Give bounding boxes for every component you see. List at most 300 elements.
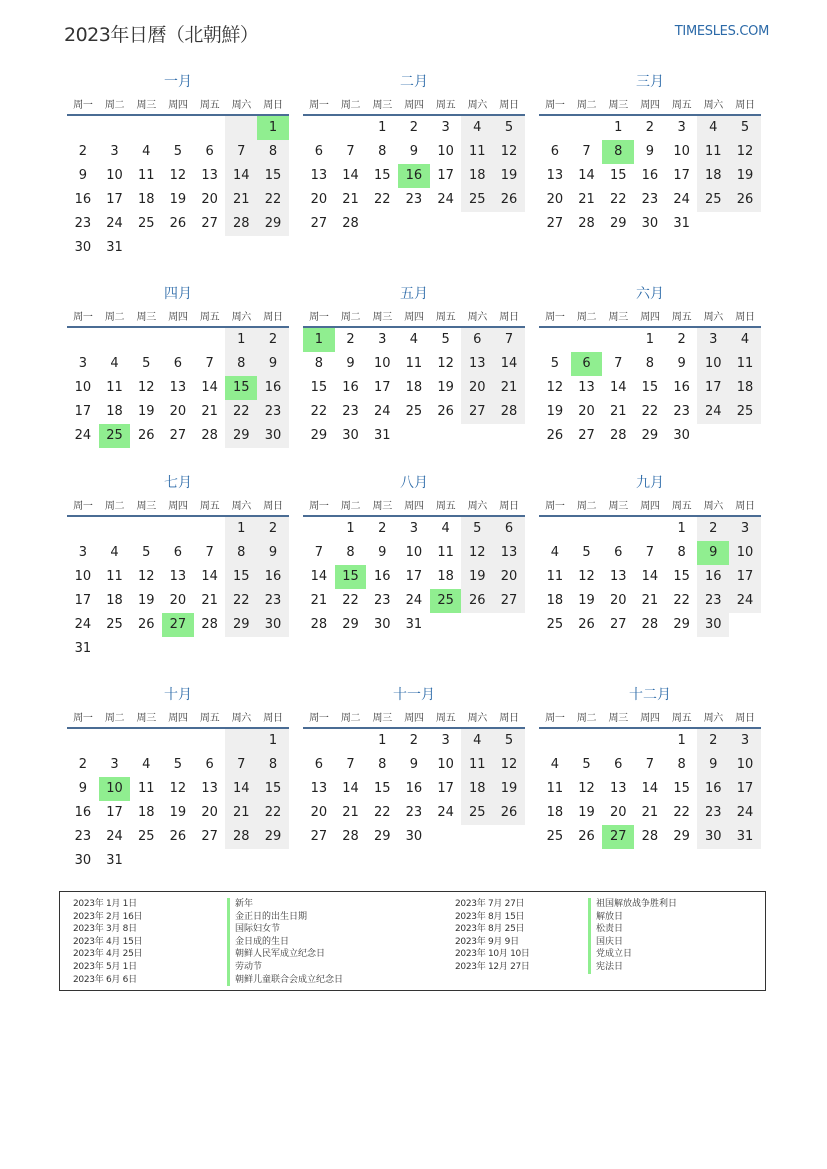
- day-cell[interactable]: 6: [173, 356, 183, 371]
- day-cell[interactable]: 22: [310, 404, 328, 419]
- day-cell[interactable]: 14: [225, 164, 257, 188]
- day-cell[interactable]: 14: [201, 569, 218, 584]
- day-cell[interactable]: 18: [729, 376, 761, 400]
- day-cell[interactable]: 28: [201, 428, 218, 443]
- day-cell[interactable]: 10: [405, 545, 423, 560]
- day-cell[interactable]: 9: [409, 757, 419, 772]
- day-cell[interactable]: 28: [310, 617, 328, 632]
- day-cell[interactable]: 13: [461, 352, 493, 376]
- holiday-day-cell[interactable]: 8: [602, 140, 634, 164]
- day-cell[interactable]: 5: [582, 757, 591, 772]
- day-cell[interactable]: 26: [137, 428, 155, 443]
- day-cell[interactable]: 5: [441, 332, 450, 347]
- day-cell[interactable]: 14: [609, 380, 627, 395]
- day-cell[interactable]: 27: [310, 829, 328, 844]
- day-cell[interactable]: 19: [493, 164, 525, 188]
- day-cell[interactable]: 19: [578, 805, 595, 820]
- day-cell[interactable]: 11: [437, 545, 454, 560]
- holiday-day-cell[interactable]: 27: [602, 825, 634, 849]
- day-cell[interactable]: 19: [169, 192, 187, 207]
- day-cell[interactable]: 11: [461, 753, 493, 777]
- day-cell[interactable]: 24: [106, 216, 123, 231]
- day-cell[interactable]: 30: [641, 216, 659, 231]
- day-cell[interactable]: 9: [378, 545, 387, 560]
- day-cell[interactable]: 6: [314, 757, 323, 772]
- day-cell[interactable]: 6: [205, 144, 214, 159]
- day-cell[interactable]: 2: [409, 733, 419, 748]
- day-cell[interactable]: 16: [373, 569, 391, 584]
- day-cell[interactable]: 21: [342, 192, 359, 207]
- day-cell[interactable]: 24: [405, 593, 423, 608]
- day-cell[interactable]: 24: [106, 829, 123, 844]
- day-cell[interactable]: 3: [378, 332, 387, 347]
- day-cell[interactable]: 11: [546, 781, 564, 796]
- day-cell[interactable]: 20: [201, 805, 218, 820]
- day-cell[interactable]: 30: [74, 240, 92, 255]
- day-cell[interactable]: 3: [441, 120, 450, 135]
- day-cell[interactable]: 10: [74, 380, 92, 395]
- day-cell[interactable]: 4: [110, 356, 119, 371]
- day-cell[interactable]: 17: [697, 376, 729, 400]
- day-cell[interactable]: 1: [645, 332, 655, 347]
- day-cell[interactable]: 24: [373, 404, 391, 419]
- day-cell[interactable]: 3: [78, 356, 87, 371]
- day-cell[interactable]: 22: [641, 404, 659, 419]
- day-cell[interactable]: 20: [609, 805, 627, 820]
- day-cell[interactable]: 16: [342, 380, 359, 395]
- holiday-day-cell[interactable]: 27: [162, 613, 194, 637]
- day-cell[interactable]: 14: [641, 781, 659, 796]
- day-cell[interactable]: 28: [201, 617, 218, 632]
- day-cell[interactable]: 17: [405, 569, 423, 584]
- day-cell[interactable]: 28: [609, 428, 627, 443]
- day-cell[interactable]: 21: [201, 593, 218, 608]
- day-cell[interactable]: 27: [169, 428, 187, 443]
- day-cell[interactable]: 7: [205, 356, 214, 371]
- holiday-day-cell[interactable]: 15: [225, 376, 257, 400]
- day-cell[interactable]: 24: [697, 400, 729, 424]
- day-cell[interactable]: 6: [614, 757, 623, 772]
- day-cell[interactable]: 11: [106, 380, 123, 395]
- day-cell[interactable]: 13: [310, 168, 328, 183]
- day-cell[interactable]: 29: [342, 617, 359, 632]
- day-cell[interactable]: 27: [201, 829, 218, 844]
- day-cell[interactable]: 14: [342, 781, 359, 796]
- day-cell[interactable]: 13: [310, 781, 328, 796]
- day-cell[interactable]: 24: [729, 801, 761, 825]
- day-cell[interactable]: 17: [74, 593, 92, 608]
- day-cell[interactable]: 10: [437, 144, 454, 159]
- day-cell[interactable]: 5: [461, 517, 493, 541]
- day-cell[interactable]: 1: [614, 120, 623, 135]
- day-cell[interactable]: 9: [645, 144, 655, 159]
- day-cell[interactable]: 15: [609, 168, 627, 183]
- day-cell[interactable]: 28: [225, 212, 257, 236]
- day-cell[interactable]: 30: [74, 853, 92, 868]
- day-cell[interactable]: 7: [645, 545, 655, 560]
- day-cell[interactable]: 25: [106, 617, 123, 632]
- day-cell[interactable]: 16: [641, 168, 659, 183]
- day-cell[interactable]: 30: [257, 424, 289, 448]
- day-cell[interactable]: 4: [441, 521, 450, 536]
- day-cell[interactable]: 5: [142, 356, 151, 371]
- day-cell[interactable]: 26: [729, 188, 761, 212]
- day-cell[interactable]: 2: [677, 332, 686, 347]
- day-cell[interactable]: 10: [697, 352, 729, 376]
- day-cell[interactable]: 30: [697, 613, 729, 637]
- day-cell[interactable]: 25: [461, 188, 493, 212]
- day-cell[interactable]: 13: [493, 541, 525, 565]
- day-cell[interactable]: 6: [314, 144, 323, 159]
- day-cell[interactable]: 5: [729, 116, 761, 140]
- day-cell[interactable]: 18: [546, 805, 564, 820]
- day-cell[interactable]: 23: [673, 404, 690, 419]
- day-cell[interactable]: 14: [201, 380, 218, 395]
- day-cell[interactable]: 9: [677, 356, 686, 371]
- holiday-day-cell[interactable]: 15: [335, 565, 367, 589]
- day-cell[interactable]: 23: [373, 593, 391, 608]
- day-cell[interactable]: 18: [137, 192, 155, 207]
- day-cell[interactable]: 8: [378, 757, 387, 772]
- day-cell[interactable]: 13: [609, 569, 627, 584]
- day-cell[interactable]: 25: [405, 404, 423, 419]
- day-cell[interactable]: 8: [257, 753, 289, 777]
- day-cell[interactable]: 30: [697, 825, 729, 849]
- day-cell[interactable]: 8: [346, 545, 355, 560]
- day-cell[interactable]: 30: [405, 829, 423, 844]
- day-cell[interactable]: 12: [169, 781, 187, 796]
- day-cell[interactable]: 16: [405, 781, 423, 796]
- day-cell[interactable]: 8: [645, 356, 655, 371]
- day-cell[interactable]: 22: [673, 805, 690, 820]
- day-cell[interactable]: 15: [673, 781, 690, 796]
- day-cell[interactable]: 21: [609, 404, 627, 419]
- day-cell[interactable]: 13: [201, 168, 218, 183]
- day-cell[interactable]: 13: [546, 168, 564, 183]
- day-cell[interactable]: 12: [578, 781, 595, 796]
- day-cell[interactable]: 14: [342, 168, 359, 183]
- day-cell[interactable]: 23: [342, 404, 359, 419]
- day-cell[interactable]: 12: [137, 380, 155, 395]
- day-cell[interactable]: 18: [461, 164, 493, 188]
- day-cell[interactable]: 16: [257, 565, 289, 589]
- day-cell[interactable]: 1: [378, 120, 387, 135]
- day-cell[interactable]: 31: [74, 641, 92, 656]
- day-cell[interactable]: 2: [257, 328, 289, 352]
- day-cell[interactable]: 25: [546, 829, 564, 844]
- day-cell[interactable]: 26: [137, 617, 155, 632]
- day-cell[interactable]: 24: [74, 617, 92, 632]
- day-cell[interactable]: 20: [493, 565, 525, 589]
- day-cell[interactable]: 4: [142, 144, 151, 159]
- day-cell[interactable]: 25: [729, 400, 761, 424]
- day-cell[interactable]: 27: [609, 617, 627, 632]
- day-cell[interactable]: 19: [169, 805, 187, 820]
- day-cell[interactable]: 26: [437, 404, 454, 419]
- day-cell[interactable]: 4: [461, 116, 493, 140]
- day-cell[interactable]: 1: [677, 521, 686, 536]
- day-cell[interactable]: 11: [546, 569, 564, 584]
- day-cell[interactable]: 4: [110, 545, 119, 560]
- day-cell[interactable]: 8: [257, 140, 289, 164]
- day-cell[interactable]: 12: [493, 140, 525, 164]
- day-cell[interactable]: 16: [673, 380, 690, 395]
- day-cell[interactable]: 16: [74, 192, 92, 207]
- day-cell[interactable]: 15: [373, 168, 391, 183]
- day-cell[interactable]: 22: [673, 593, 690, 608]
- day-cell[interactable]: 28: [225, 825, 257, 849]
- day-cell[interactable]: 21: [225, 188, 257, 212]
- holiday-day-cell[interactable]: 10: [99, 777, 131, 801]
- day-cell[interactable]: 20: [609, 593, 627, 608]
- day-cell[interactable]: 18: [137, 805, 155, 820]
- day-cell[interactable]: 9: [257, 541, 289, 565]
- day-cell[interactable]: 20: [169, 593, 187, 608]
- day-cell[interactable]: 28: [641, 617, 659, 632]
- day-cell[interactable]: 16: [257, 376, 289, 400]
- day-cell[interactable]: 12: [437, 356, 454, 371]
- day-cell[interactable]: 7: [314, 545, 323, 560]
- day-cell[interactable]: 6: [173, 545, 183, 560]
- day-cell[interactable]: 10: [74, 569, 92, 584]
- day-cell[interactable]: 19: [461, 565, 493, 589]
- day-cell[interactable]: 26: [461, 589, 493, 613]
- day-cell[interactable]: 17: [437, 781, 454, 796]
- day-cell[interactable]: 7: [582, 144, 591, 159]
- day-cell[interactable]: 20: [169, 404, 187, 419]
- day-cell[interactable]: 1: [257, 729, 289, 753]
- day-cell[interactable]: 12: [461, 541, 493, 565]
- day-cell[interactable]: 29: [225, 424, 257, 448]
- day-cell[interactable]: 29: [673, 829, 690, 844]
- day-cell[interactable]: 12: [169, 168, 187, 183]
- day-cell[interactable]: 8: [314, 356, 323, 371]
- day-cell[interactable]: 21: [310, 593, 328, 608]
- day-cell[interactable]: 1: [346, 521, 355, 536]
- day-cell[interactable]: 17: [729, 565, 761, 589]
- day-cell[interactable]: 15: [641, 380, 659, 395]
- holiday-day-cell[interactable]: 9: [697, 541, 729, 565]
- day-cell[interactable]: 6: [614, 545, 623, 560]
- day-cell[interactable]: 24: [673, 192, 690, 207]
- day-cell[interactable]: 15: [257, 164, 289, 188]
- day-cell[interactable]: 6: [550, 144, 559, 159]
- day-cell[interactable]: 18: [405, 380, 423, 395]
- day-cell[interactable]: 15: [257, 777, 289, 801]
- day-cell[interactable]: 20: [310, 192, 328, 207]
- day-cell[interactable]: 15: [310, 380, 328, 395]
- day-cell[interactable]: 25: [461, 801, 493, 825]
- day-cell[interactable]: 2: [697, 517, 729, 541]
- day-cell[interactable]: 22: [373, 192, 391, 207]
- day-cell[interactable]: 8: [225, 541, 257, 565]
- day-cell[interactable]: 30: [257, 613, 289, 637]
- day-cell[interactable]: 2: [78, 757, 87, 772]
- day-cell[interactable]: 2: [78, 144, 87, 159]
- day-cell[interactable]: 25: [697, 188, 729, 212]
- day-cell[interactable]: 28: [641, 829, 659, 844]
- holiday-day-cell[interactable]: 25: [99, 424, 131, 448]
- day-cell[interactable]: 3: [729, 517, 761, 541]
- day-cell[interactable]: 24: [74, 428, 92, 443]
- day-cell[interactable]: 13: [169, 569, 187, 584]
- day-cell[interactable]: 10: [437, 757, 454, 772]
- day-cell[interactable]: 14: [641, 569, 659, 584]
- day-cell[interactable]: 23: [405, 805, 423, 820]
- day-cell[interactable]: 27: [461, 400, 493, 424]
- day-cell[interactable]: 10: [729, 753, 761, 777]
- day-cell[interactable]: 5: [142, 545, 151, 560]
- day-cell[interactable]: 7: [225, 753, 257, 777]
- holiday-day-cell[interactable]: 6: [571, 352, 603, 376]
- day-cell[interactable]: 9: [409, 144, 419, 159]
- day-cell[interactable]: 18: [461, 777, 493, 801]
- day-cell[interactable]: 14: [493, 352, 525, 376]
- day-cell[interactable]: 28: [342, 829, 359, 844]
- day-cell[interactable]: 23: [405, 192, 423, 207]
- day-cell[interactable]: 12: [137, 569, 155, 584]
- day-cell[interactable]: 3: [729, 729, 761, 753]
- day-cell[interactable]: 15: [373, 781, 391, 796]
- day-cell[interactable]: 21: [342, 805, 359, 820]
- day-cell[interactable]: 2: [645, 120, 655, 135]
- day-cell[interactable]: 2: [378, 521, 387, 536]
- day-cell[interactable]: 23: [74, 216, 92, 231]
- day-cell[interactable]: 6: [461, 328, 493, 352]
- day-cell[interactable]: 28: [342, 216, 359, 231]
- day-cell[interactable]: 27: [546, 216, 564, 231]
- day-cell[interactable]: 27: [493, 589, 525, 613]
- day-cell[interactable]: 18: [106, 404, 123, 419]
- day-cell[interactable]: 19: [578, 593, 595, 608]
- day-cell[interactable]: 5: [173, 757, 183, 772]
- day-cell[interactable]: 17: [729, 777, 761, 801]
- day-cell[interactable]: 5: [493, 729, 525, 753]
- day-cell[interactable]: 29: [257, 825, 289, 849]
- day-cell[interactable]: 17: [673, 168, 690, 183]
- day-cell[interactable]: 29: [641, 428, 659, 443]
- day-cell[interactable]: 7: [346, 757, 355, 772]
- day-cell[interactable]: 22: [225, 589, 257, 613]
- day-cell[interactable]: 29: [609, 216, 627, 231]
- day-cell[interactable]: 20: [578, 404, 595, 419]
- day-cell[interactable]: 19: [137, 593, 155, 608]
- day-cell[interactable]: 4: [550, 757, 559, 772]
- day-cell[interactable]: 18: [106, 593, 123, 608]
- day-cell[interactable]: 23: [697, 801, 729, 825]
- day-cell[interactable]: 15: [225, 565, 257, 589]
- day-cell[interactable]: 1: [225, 328, 257, 352]
- day-cell[interactable]: 13: [578, 380, 595, 395]
- day-cell[interactable]: 19: [437, 380, 454, 395]
- day-cell[interactable]: 2: [257, 517, 289, 541]
- day-cell[interactable]: 20: [201, 192, 218, 207]
- day-cell[interactable]: 17: [437, 168, 454, 183]
- day-cell[interactable]: 20: [546, 192, 564, 207]
- day-cell[interactable]: 19: [546, 404, 564, 419]
- day-cell[interactable]: 15: [673, 569, 690, 584]
- brand-logo-text[interactable]: TIMESLES.COM: [674, 24, 769, 39]
- day-cell[interactable]: 26: [169, 216, 187, 231]
- day-cell[interactable]: 17: [106, 805, 123, 820]
- day-cell[interactable]: 6: [493, 517, 525, 541]
- holiday-day-cell[interactable]: 1: [303, 328, 335, 352]
- day-cell[interactable]: 27: [578, 428, 595, 443]
- day-cell[interactable]: 9: [78, 781, 87, 796]
- day-cell[interactable]: 16: [697, 777, 729, 801]
- day-cell[interactable]: 20: [310, 805, 328, 820]
- day-cell[interactable]: 5: [493, 116, 525, 140]
- day-cell[interactable]: 21: [641, 593, 659, 608]
- day-cell[interactable]: 23: [74, 829, 92, 844]
- day-cell[interactable]: 22: [342, 593, 359, 608]
- day-cell[interactable]: 31: [373, 428, 391, 443]
- day-cell[interactable]: 5: [173, 144, 183, 159]
- day-cell[interactable]: 4: [729, 328, 761, 352]
- day-cell[interactable]: 23: [697, 589, 729, 613]
- day-cell[interactable]: 10: [673, 144, 690, 159]
- day-cell[interactable]: 21: [641, 805, 659, 820]
- day-cell[interactable]: 31: [106, 853, 123, 868]
- day-cell[interactable]: 11: [697, 140, 729, 164]
- day-cell[interactable]: 18: [546, 593, 564, 608]
- day-cell[interactable]: 26: [169, 829, 187, 844]
- day-cell[interactable]: 23: [257, 589, 289, 613]
- day-cell[interactable]: 22: [609, 192, 627, 207]
- day-cell[interactable]: 31: [673, 216, 690, 231]
- day-cell[interactable]: 27: [310, 216, 328, 231]
- day-cell[interactable]: 22: [225, 400, 257, 424]
- day-cell[interactable]: 11: [106, 569, 123, 584]
- day-cell[interactable]: 21: [225, 801, 257, 825]
- day-cell[interactable]: 11: [137, 781, 155, 796]
- day-cell[interactable]: 13: [609, 781, 627, 796]
- day-cell[interactable]: 20: [461, 376, 493, 400]
- day-cell[interactable]: 18: [437, 569, 454, 584]
- day-cell[interactable]: 12: [729, 140, 761, 164]
- day-cell[interactable]: 10: [106, 168, 123, 183]
- day-cell[interactable]: 17: [373, 380, 391, 395]
- day-cell[interactable]: 4: [461, 729, 493, 753]
- day-cell[interactable]: 23: [641, 192, 659, 207]
- day-cell[interactable]: 24: [729, 589, 761, 613]
- day-cell[interactable]: 1: [378, 733, 387, 748]
- day-cell[interactable]: 19: [137, 404, 155, 419]
- day-cell[interactable]: 30: [342, 428, 359, 443]
- day-cell[interactable]: 17: [106, 192, 123, 207]
- day-cell[interactable]: 30: [673, 428, 690, 443]
- day-cell[interactable]: 14: [225, 777, 257, 801]
- day-cell[interactable]: 7: [645, 757, 655, 772]
- day-cell[interactable]: 21: [493, 376, 525, 400]
- day-cell[interactable]: 29: [310, 428, 328, 443]
- day-cell[interactable]: 9: [257, 352, 289, 376]
- day-cell[interactable]: 10: [373, 356, 391, 371]
- day-cell[interactable]: 26: [493, 188, 525, 212]
- day-cell[interactable]: 31: [729, 825, 761, 849]
- day-cell[interactable]: 21: [578, 192, 595, 207]
- day-cell[interactable]: 14: [310, 569, 328, 584]
- day-cell[interactable]: 3: [409, 521, 419, 536]
- day-cell[interactable]: 26: [546, 428, 564, 443]
- day-cell[interactable]: 3: [110, 757, 119, 772]
- day-cell[interactable]: 18: [697, 164, 729, 188]
- day-cell[interactable]: 11: [137, 168, 155, 183]
- day-cell[interactable]: 12: [546, 380, 564, 395]
- day-cell[interactable]: 27: [201, 216, 218, 231]
- day-cell[interactable]: 3: [697, 328, 729, 352]
- day-cell[interactable]: 3: [78, 545, 87, 560]
